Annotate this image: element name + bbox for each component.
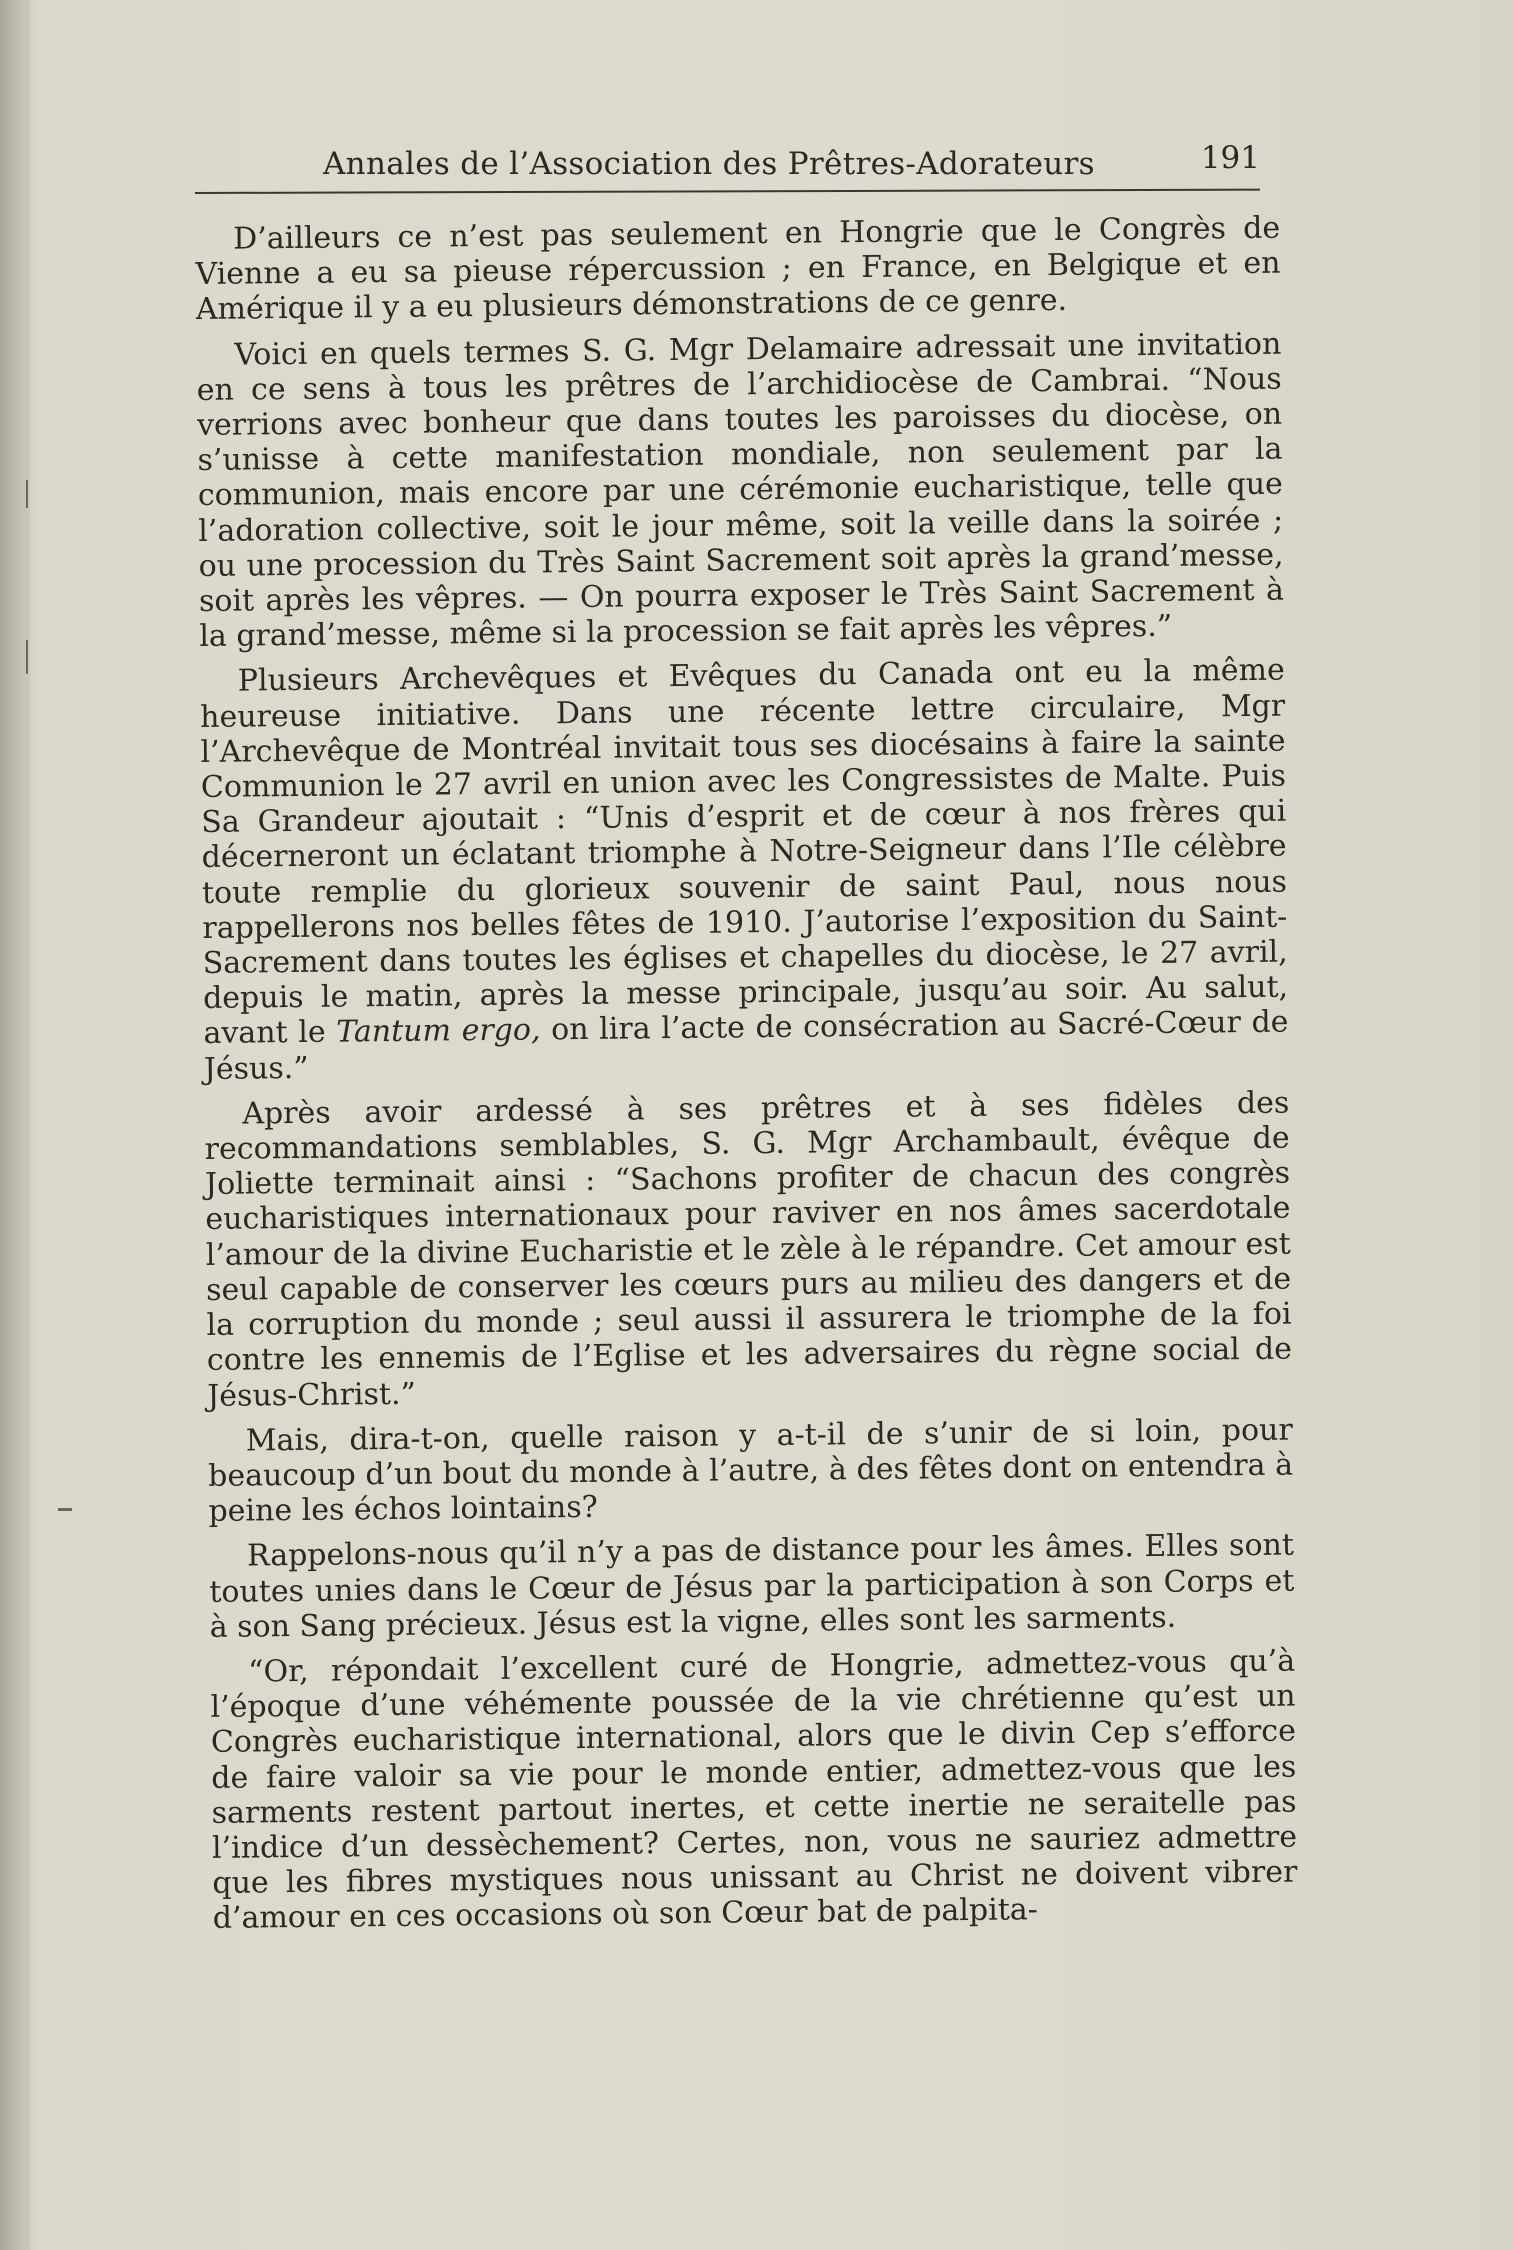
paragraph: Voici en quels termes S. G. Mgr Delamaire adressait une invitation en ce sens à tous les prêtres de l’archidiocèse de Cambrai. “Nous verrions avec bonheur que dans toutes les paroisses du diocèse, on s’unisse à cette manifestation mondiale, non seulement par la communion, mais encore par une cérémonie eucharistique, telle que l’adoration collective, soit le jour même, soit la veille dans la soirée ; ou une procession du Très Saint Sacrement soit après la grand’messe, soit après les vêpres. — On pourra exposer le Très Saint Sacrement à la grand’messe, même si la procession se fait après les vêpres.” — [196, 326, 1285, 655]
page-number: 191 — [1200, 140, 1260, 176]
paragraph-text: Plusieurs Archevêques et Evêques du Canada ont eu la même heureuse initiative. Dans une récente lettre circulaire, Mgr l’Archevêque de Montréal invitait tous ses diocésains à faire la sainte Communion le 27 avril en union avec les Congressistes de Malte. Puis Sa Grandeur ajoutait : “Unis d’esprit et de cœur à nos frères qui décerneront un éclatant triomphe à Notre-Seigneur dans l’Ile célèbre toute remplie du glorieux souvenir de saint Paul, nous nous rappellerons nos belles fêtes de 1910. J’autorise l’exposition du Saint-Sacrement dans toutes les églises et chapelles du diocèse, le 27 avril, depuis le matin, après la messe principale, jusqu’au soir. Au salut, avant le — [200, 653, 1289, 1052]
running-title: Annales de l’Association des Prêtres-Adorateurs — [323, 146, 1095, 182]
binding-gutter — [0, 0, 30, 2250]
body-text — [195, 211, 1298, 1947]
paragraph: Après avoir ardessé à ses prêtres et à ses fidèles des recommandations semblables, S. G. Mgr Archambault, évêque de Joliette terminait ainsi : “Sachons profiter de chacun des congrès eucharistiques internationaux pour raviver en nos âmes sacerdotale l’amour de la divine Eucharistie et le zèle à le répandre. Cet amour est seul capable de conserver les cœurs purs au milieu des dangers et de la corruption du monde ; seul aussi il assurera le triomphe de la foi contre les ennemis de l’Eglise et les adversaires du règne social de Jésus-Christ.” — [204, 1085, 1293, 1414]
italic-phrase: Tantum ergo, — [336, 1012, 541, 1051]
margin-mark — [58, 1508, 72, 1511]
margin-mark — [26, 640, 28, 674]
margin-mark — [26, 480, 28, 508]
paragraph: Rappelons-nous qu’il n’y a pas de distance pour les âmes. Elles sont toutes unies dans le Cœur de Jésus par la participation à son Corps et à son Sang précieux. Jésus est la vigne, elles sont les sarments. — [209, 1527, 1295, 1645]
paragraph: D’ailleurs ce n’est pas seulement en Hongrie que le Congrès de Vienne a eu sa pieuse répercussion ; en France, en Belgique et en Amérique il y a eu plusieurs démonstrations de ce genre. — [195, 210, 1281, 328]
paragraph — [200, 653, 1289, 1087]
paragraph: “Or, répondait l’excellent curé de Hongrie, admettez-vous qu’à l’époque d’une véhémente poussée de la vie chrétienne qu’est un Congrès eucharistique international, alors que le divin Cep s’efforce de faire valoir sa vie pour le monde entier, admettez-vous que les sarments restent partout inertes, et cette inertie ne seraitelle pas l’indice d’un dessèchement? Certes, non, vous ne sauriez admettre que les fibres mystiques nous unissant au Christ ne doivent vibrer d’amour en ces occasions où son Cœur bat de palpita- — [210, 1643, 1298, 1937]
paragraph-text: on lira l’acte de consécration au Sacré-Cœur de Jésus.” — [203, 1005, 1289, 1087]
page-header — [320, 140, 1260, 192]
paragraph: Mais, dira-t-on, quelle raison y a-t-il de s’unir de si loin, pour beaucoup d’un bout du monde à l’autre, à des fêtes dont on entendra à peine les échos lointains? — [207, 1412, 1294, 1530]
